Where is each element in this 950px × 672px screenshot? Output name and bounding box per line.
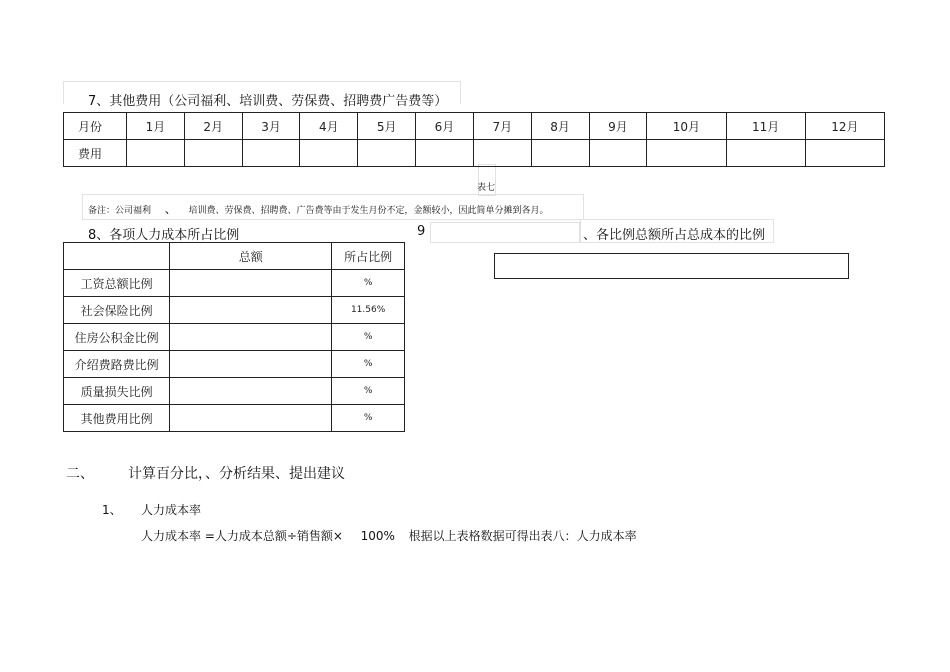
month-cell: 11月 [726, 113, 805, 140]
item-1-title: 人力成本率 [141, 503, 202, 517]
cost-cell [589, 140, 647, 167]
note-rest: 培训费、劳保费、招聘费、广告费等由于发生月份不定，金额较小，因此简单分摊到各月。 [188, 206, 549, 216]
total-cell [170, 270, 332, 297]
header-cell: 所占比例 [332, 243, 405, 270]
table-7-caption: 表七 [477, 183, 496, 193]
row-label: 质量损失比例 [64, 378, 170, 405]
formula-line [141, 527, 637, 544]
row-label: 工资总额比例 [64, 270, 170, 297]
formula-left: 人力成本率 =人力成本总额÷销售额× [141, 529, 343, 543]
note-separator: 、 [164, 202, 177, 216]
month-cell: 3月 [242, 113, 300, 140]
month-cell: 8月 [531, 113, 589, 140]
total-cell [170, 351, 332, 378]
section-7-title: 7、其他费用（公司福利、培训费、劳保费、招聘费广告费等） [88, 94, 448, 109]
header-cell: 总额 [170, 243, 332, 270]
month-cell: 7月 [473, 113, 531, 140]
month-cell: 9月 [589, 113, 647, 140]
item-1-number: 1、 [102, 503, 122, 517]
cost-cell [127, 140, 185, 167]
table-header-row [64, 243, 405, 270]
cost-cell [726, 140, 805, 167]
month-cell: 4月 [300, 113, 358, 140]
formula-right: 根据以上表格数据可得出表八：人力成本率 [408, 529, 637, 543]
table-row [64, 324, 405, 351]
month-cell: 5月 [358, 113, 416, 140]
table-row [64, 270, 405, 297]
month-cell: 2月 [184, 113, 242, 140]
month-cell: 10月 [647, 113, 726, 140]
scan-guide-box [430, 222, 580, 243]
part-2-title: 计算百分比，、分析结果、提出建议 [128, 466, 345, 482]
section-9-title: 、各比例总额所占总成本的比例 [583, 228, 766, 243]
total-cell [170, 324, 332, 351]
cost-cell [242, 140, 300, 167]
ratio-cell: 11.56% [332, 297, 405, 324]
note-prefix: 备注：公司福利 [88, 206, 152, 216]
cost-cell [416, 140, 474, 167]
cost-cell [473, 140, 531, 167]
section-8-title: 8、各项人力成本所占比例 [88, 228, 240, 243]
row-label: 社会保险比例 [64, 297, 170, 324]
table-row [64, 297, 405, 324]
month-row-label: 月份 [64, 113, 127, 140]
cost-cell [805, 140, 884, 167]
hr-cost-ratio-table [63, 242, 405, 432]
cost-cell [358, 140, 416, 167]
note-text [88, 200, 549, 217]
cost-cell [647, 140, 726, 167]
header-cell [64, 243, 170, 270]
table-row [64, 378, 405, 405]
ratio-cell: % [332, 378, 405, 405]
ratio-cell: % [332, 405, 405, 432]
row-label: 介绍费路费比例 [64, 351, 170, 378]
table-row [64, 113, 885, 140]
cost-cell [300, 140, 358, 167]
monthly-other-cost-table [63, 112, 885, 167]
part-2-number: 二、 [66, 466, 94, 482]
cost-cell [184, 140, 242, 167]
section-9-empty-box [494, 253, 849, 279]
total-cell [170, 405, 332, 432]
table-row [64, 405, 405, 432]
month-cell: 1月 [127, 113, 185, 140]
total-cell [170, 378, 332, 405]
cost-row-label: 费用 [64, 140, 127, 167]
table-row [64, 140, 885, 167]
month-cell: 12月 [805, 113, 884, 140]
ratio-cell: % [332, 270, 405, 297]
row-label: 其他费用比例 [64, 405, 170, 432]
ratio-cell: % [332, 351, 405, 378]
section-9-number: 9 [417, 224, 426, 239]
month-cell: 6月 [416, 113, 474, 140]
formula-percent: 100% [360, 529, 395, 543]
ratio-cell: % [332, 324, 405, 351]
row-label: 住房公积金比例 [64, 324, 170, 351]
total-cell [170, 297, 332, 324]
cost-cell [531, 140, 589, 167]
table-row [64, 351, 405, 378]
